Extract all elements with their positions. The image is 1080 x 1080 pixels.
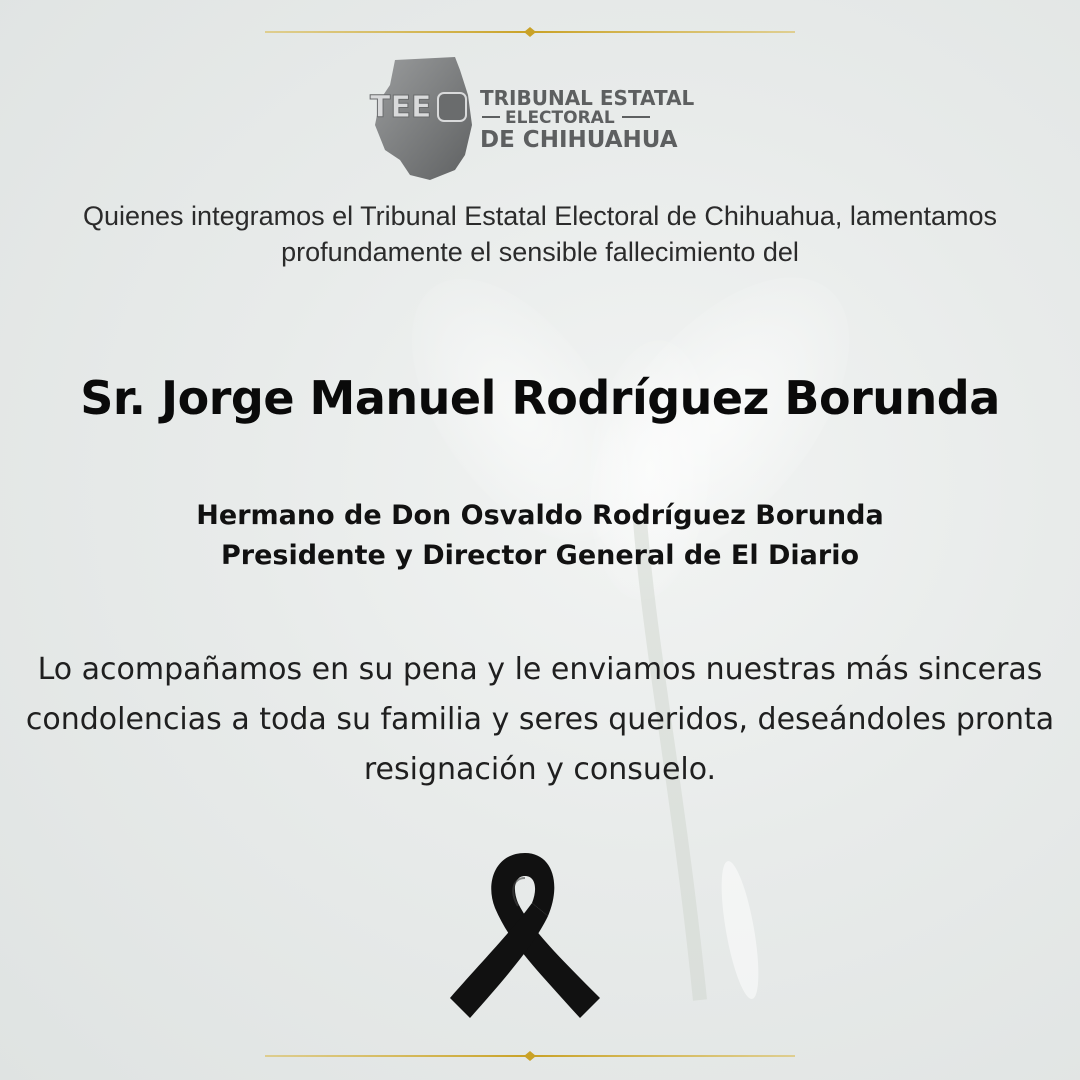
logo-line-1: TRIBUNAL ESTATAL xyxy=(480,86,695,110)
intro-text: Quienes integramos el Tribunal Estatal Electoral de Chihuahua, lamentamos profundamente el sensible fallecimiento del xyxy=(82,201,997,267)
tribunal-logo xyxy=(360,55,710,185)
deceased-name: Sr. Jorge Manuel Rodríguez Borunda xyxy=(80,371,1000,425)
mourning-ribbon-icon xyxy=(440,848,610,1023)
relation-block xyxy=(0,496,1080,576)
relation-line-1: Hermano de Don Osvaldo Rodríguez Borunda xyxy=(196,500,884,531)
logo-initials: TEE xyxy=(370,90,432,125)
relation-line-2: Presidente y Director General de El Diario xyxy=(220,540,860,571)
condolence-message: Lo acompañamos en su pena y le enviamos nuestras más sinceras condolencias a toda su familia y seres queridos, deseándoles pronta resignación y consuelo. xyxy=(25,652,1055,787)
bottom-gold-divider xyxy=(265,1050,795,1062)
top-gold-divider xyxy=(265,26,795,38)
logo-line-2: ELECTORAL xyxy=(505,108,615,128)
logo-line-3: DE CHIHUAHUA xyxy=(480,127,678,153)
